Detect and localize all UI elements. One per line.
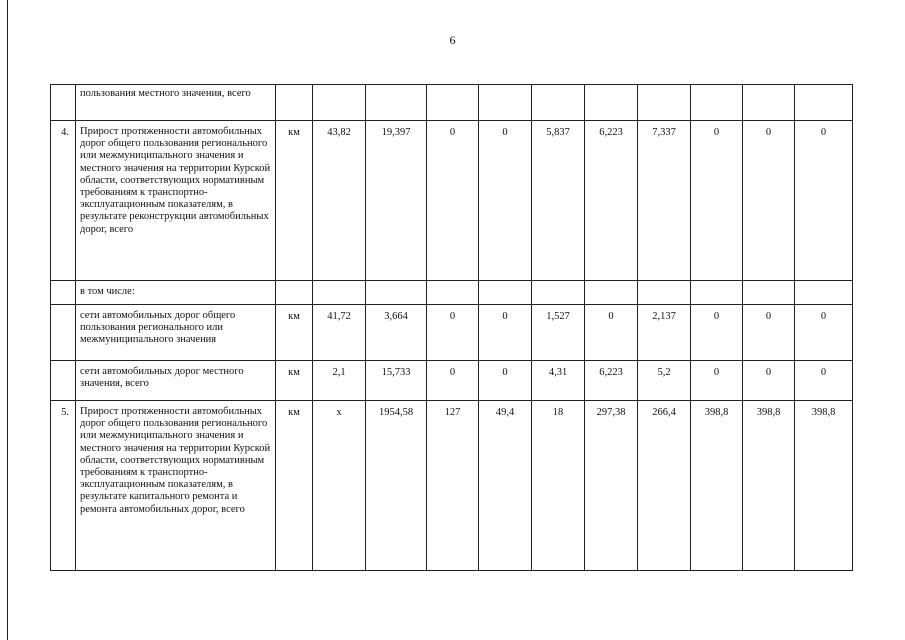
value-cell xyxy=(532,85,585,121)
page-number: 6 xyxy=(449,33,456,47)
value-cell: 19,397 xyxy=(366,121,427,281)
value-cell: 41,72 xyxy=(313,305,366,361)
value-cell: 0 xyxy=(427,305,479,361)
value-cell xyxy=(691,85,743,121)
value-cell: 0 xyxy=(479,361,532,401)
value-cell: 0 xyxy=(691,121,743,281)
value-cell: 0 xyxy=(585,305,638,361)
indicator-description-cell: сети автомобильных дорог местного значения, всего xyxy=(76,361,276,401)
indicator-description-cell: Прирост протяженности автомобильных дорог общего пользования регионального или межмуниципального значения и местного значения на территории Курской области, соответствующих нормативным требованиям к транспортно-эксплуатационным показателям, в результате реконструкции автомобильных дорог, всего xyxy=(76,121,276,281)
indicator-description-cell: Прирост протяженности автомобильных дорог общего пользования регионального или межмуниципального значения и местного значения на территории Курской области, соответствующих нормативным требованиям к транспортно-эксплуатационным показателям, в результате капитального ремонта и ремонта автомобильных дорог, всего xyxy=(76,401,276,571)
indicator-description-cell: сети автомобильных дорог общего пользования регионального или межмуниципального значения xyxy=(76,305,276,361)
value-cell: 0 xyxy=(743,361,795,401)
value-cell: 5,2 xyxy=(638,361,691,401)
unit-cell xyxy=(276,85,313,121)
value-cell: 398,8 xyxy=(691,401,743,571)
unit-cell: км xyxy=(276,361,313,401)
value-cell: 6,223 xyxy=(585,121,638,281)
value-cell: 0 xyxy=(795,305,853,361)
table-row xyxy=(51,281,853,305)
table-row xyxy=(51,121,853,281)
value-cell: 6,223 xyxy=(585,361,638,401)
row-number-cell xyxy=(51,361,76,401)
value-cell: 7,337 xyxy=(638,121,691,281)
value-cell xyxy=(638,281,691,305)
value-cell xyxy=(691,281,743,305)
indicators-table xyxy=(50,84,853,571)
value-cell: 49,4 xyxy=(479,401,532,571)
row-number-cell: 4. xyxy=(51,121,76,281)
value-cell: 127 xyxy=(427,401,479,571)
value-cell: 398,8 xyxy=(743,401,795,571)
unit-cell: км xyxy=(276,305,313,361)
value-cell: 18 xyxy=(532,401,585,571)
value-cell xyxy=(427,281,479,305)
value-cell: 15,733 xyxy=(366,361,427,401)
value-cell: 1,527 xyxy=(532,305,585,361)
table-row xyxy=(51,401,853,571)
indicator-description-cell: в том числе: xyxy=(76,281,276,305)
row-number-cell xyxy=(51,305,76,361)
value-cell xyxy=(366,85,427,121)
table-row xyxy=(51,85,853,121)
value-cell xyxy=(585,85,638,121)
value-cell xyxy=(427,85,479,121)
value-cell: 0 xyxy=(427,121,479,281)
value-cell: 2,1 xyxy=(313,361,366,401)
value-cell: 4,31 xyxy=(532,361,585,401)
value-cell: 0 xyxy=(743,305,795,361)
value-cell: 1954,58 xyxy=(366,401,427,571)
table-body xyxy=(51,85,853,571)
value-cell: 5,837 xyxy=(532,121,585,281)
unit-cell xyxy=(276,281,313,305)
table-row xyxy=(51,305,853,361)
value-cell: 398,8 xyxy=(795,401,853,571)
row-number-cell xyxy=(51,281,76,305)
value-cell: 0 xyxy=(479,305,532,361)
value-cell xyxy=(313,85,366,121)
value-cell xyxy=(585,281,638,305)
value-cell xyxy=(532,281,585,305)
unit-cell: км xyxy=(276,401,313,571)
value-cell xyxy=(366,281,427,305)
value-cell xyxy=(638,85,691,121)
value-cell xyxy=(743,281,795,305)
value-cell xyxy=(795,281,853,305)
value-cell: 266,4 xyxy=(638,401,691,571)
value-cell: 0 xyxy=(743,121,795,281)
value-cell xyxy=(313,281,366,305)
value-cell: 0 xyxy=(691,361,743,401)
value-cell xyxy=(479,281,532,305)
value-cell: 0 xyxy=(691,305,743,361)
indicator-description-cell: пользования местного значения, всего xyxy=(76,85,276,121)
value-cell: 297,38 xyxy=(585,401,638,571)
value-cell: 0 xyxy=(427,361,479,401)
value-cell: 0 xyxy=(479,121,532,281)
value-cell xyxy=(795,85,853,121)
table-row xyxy=(51,361,853,401)
value-cell: 3,664 xyxy=(366,305,427,361)
value-cell: 2,137 xyxy=(638,305,691,361)
value-cell xyxy=(479,85,532,121)
value-cell xyxy=(743,85,795,121)
value-cell: 0 xyxy=(795,361,853,401)
value-cell: х xyxy=(313,401,366,571)
scan-left-edge xyxy=(7,0,8,640)
row-number-cell: 5. xyxy=(51,401,76,571)
value-cell: 43,82 xyxy=(313,121,366,281)
row-number-cell xyxy=(51,85,76,121)
unit-cell: км xyxy=(276,121,313,281)
value-cell: 0 xyxy=(795,121,853,281)
